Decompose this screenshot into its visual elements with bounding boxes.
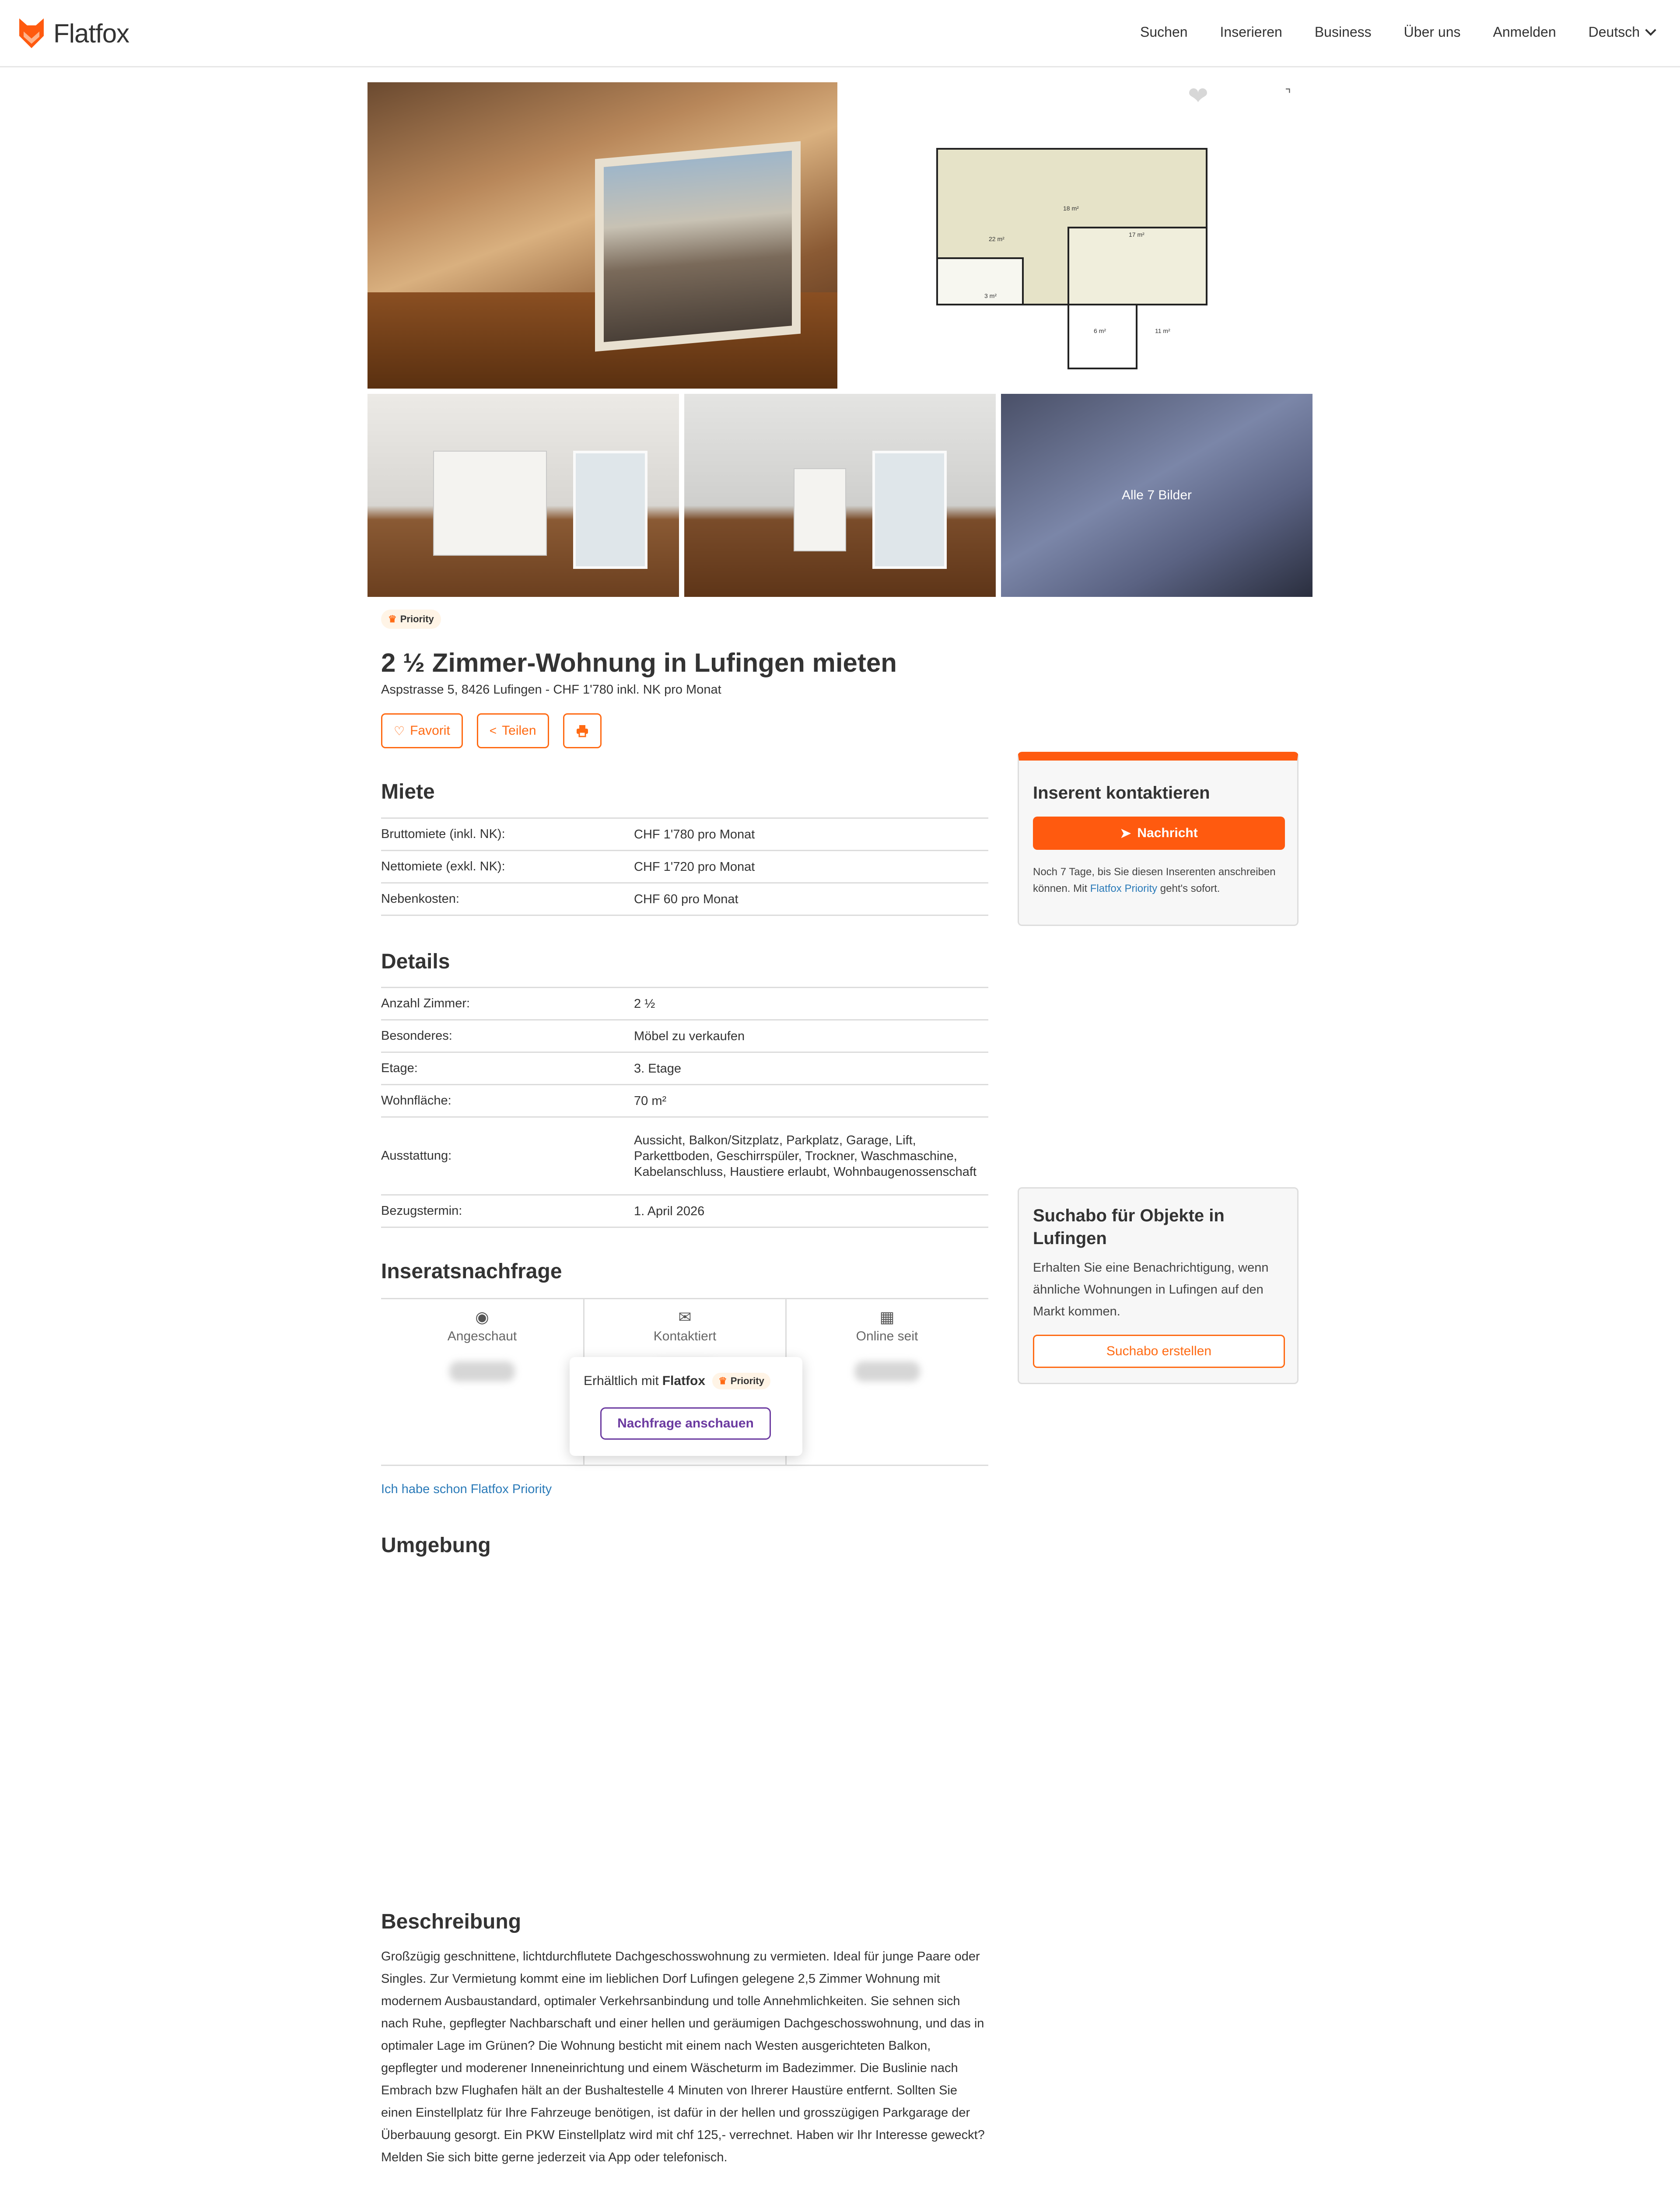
plan-bath <box>936 257 1024 305</box>
row-value: 1. April 2026 <box>634 1204 705 1218</box>
row-value: CHF 1'780 pro Monat <box>634 827 755 842</box>
thumbnail-room[interactable] <box>684 394 996 597</box>
share-label: Teilen <box>502 723 536 738</box>
nav-business[interactable]: Business <box>1314 24 1372 40</box>
send-icon: ➤ <box>1120 826 1131 841</box>
contact-card <box>1018 752 1298 926</box>
row-value: 2 ½ <box>634 996 655 1011</box>
table-row <box>381 1085 988 1118</box>
message-button[interactable] <box>1033 817 1285 850</box>
listing-title: 2 ½ Zimmer-Wohnung in Lufingen mieten <box>381 648 897 677</box>
photo-window <box>595 141 801 351</box>
stat-label: Online seit <box>856 1329 918 1343</box>
miete-title: Miete <box>381 780 435 803</box>
plan-label-1: 18 m² <box>1063 205 1079 212</box>
language-dropdown[interactable] <box>1589 24 1655 40</box>
top-header <box>0 0 1680 67</box>
listing-subtitle: Aspstrasse 5, 8426 Lufingen - CHF 1'780 inkl. NK pro Monat <box>381 683 721 697</box>
stat-value-blurred <box>854 1361 920 1382</box>
plan-label-5: 6 m² <box>1094 327 1106 334</box>
contact-note-after: geht's sofort. <box>1160 883 1220 894</box>
listing-actions <box>381 713 616 748</box>
print-icon <box>576 724 589 737</box>
row-key: Etage: <box>381 1061 418 1075</box>
favorite-button[interactable] <box>381 713 463 748</box>
suchabo-text: Erhalten Sie eine Benachrichtigung, wenn ähnliche Wohnungen in Lufingen auf den Markt kommen. <box>1033 1261 1269 1318</box>
plan-label-6: 11 m² <box>1155 327 1170 334</box>
row-value: Aussicht, Balkon/Sitzplatz, Parkplatz, Garage, Lift, Parkettboden, Geschirrspüler, Trockner, Waschmaschine, Kabelanschluss, Haustiere erlaubt, Wohnbaugenossenschaft <box>634 1133 976 1179</box>
row-value: 3. Etage <box>634 1061 682 1076</box>
plan-label-3: 22 m² <box>989 235 1004 242</box>
main-photo-living-room[interactable] <box>368 82 837 389</box>
mail-icon: ✉ <box>678 1308 692 1326</box>
chevron-down-icon <box>1645 25 1656 35</box>
priority-popover <box>570 1357 802 1456</box>
plan-storage <box>1068 304 1138 369</box>
plan-label-2: 17 m² <box>1129 231 1144 238</box>
table-row <box>381 1196 988 1228</box>
message-label: Nachricht <box>1137 826 1198 840</box>
nav-suchen[interactable]: Suchen <box>1140 24 1188 40</box>
row-key: Besonderes: <box>381 1029 452 1043</box>
photo-kitchen-unit-2 <box>794 468 846 551</box>
nav-inserieren[interactable]: Inserieren <box>1220 24 1282 40</box>
contact-title: Inserent kontaktieren <box>1033 783 1210 803</box>
heart-outline-icon: ♡ <box>394 724 405 738</box>
table-row <box>381 1020 988 1053</box>
popover-priority-badge <box>712 1373 770 1389</box>
stat-label: Kontaktiert <box>653 1329 717 1343</box>
table-row <box>381 851 988 884</box>
row-value: CHF 60 pro Monat <box>634 892 738 906</box>
table-row <box>381 988 988 1020</box>
create-search-subscription-button[interactable]: Suchabo erstellen <box>1033 1335 1285 1368</box>
plan-bedroom <box>1068 227 1208 305</box>
contact-note-before: Noch 7 Tage, bis Sie diesen Inserenten anschreiben können. Mit <box>1033 866 1276 894</box>
table-row <box>381 1118 988 1196</box>
stat-online-since <box>785 1299 987 1466</box>
photo-kitchen-unit <box>433 451 547 556</box>
photo-window-2 <box>872 451 947 569</box>
brand-name: Flatfox <box>53 18 130 48</box>
table-row <box>381 884 988 916</box>
crown-icon: ♛ <box>718 1375 727 1386</box>
umgebung-title: Umgebung <box>381 1534 491 1557</box>
row-value: CHF 1'720 pro Monat <box>634 859 755 874</box>
description-title: Beschreibung <box>381 1910 522 1933</box>
favorite-label: Favorit <box>410 723 450 738</box>
heart-icon[interactable]: ❤ <box>1188 82 1208 109</box>
floor-plan-drawing <box>936 148 1208 371</box>
popover-brand: Flatfox <box>662 1374 706 1388</box>
row-value: Möbel zu verkaufen <box>634 1029 745 1043</box>
stat-viewed <box>381 1299 583 1466</box>
row-key: Nettomiete (exkl. NK): <box>381 859 505 873</box>
details-title: Details <box>381 950 450 973</box>
fox-logo-icon <box>18 16 46 51</box>
share-button[interactable] <box>477 713 549 748</box>
eye-icon: ◉ <box>475 1308 489 1326</box>
photo-gallery <box>368 82 1312 597</box>
nav-ueber-uns[interactable]: Über uns <box>1404 24 1461 40</box>
table-row <box>381 819 988 851</box>
suchabo-title: Suchabo für Objekte in Lufingen <box>1033 1206 1225 1248</box>
thumbnail-kitchen[interactable] <box>368 394 679 597</box>
share-icon: < <box>489 724 497 737</box>
miete-table <box>381 817 988 916</box>
view-inquiry-button[interactable]: Nachfrage anschauen <box>600 1407 771 1440</box>
row-value: 70 m² <box>634 1094 667 1108</box>
popover-prefix: Erhältlich mit <box>584 1374 659 1388</box>
main-nav <box>1108 24 1655 40</box>
stat-label: Angeschaut <box>447 1329 517 1343</box>
description-text: Großzügig geschnittene, lichtdurchflutete Dachgeschosswohnung zu vermieten. Ideal für junge Paare oder Singles. Zur Vermietung kommt eine im lieblichen Dorf Lufingen gelegene 2,5 Zimmer Wohnung mit modernem Ausbaustandard, optimaler Verkehrsanbindung und tolle Annehmlichkeiten. Sie sehnen sich nach Ruhe, gepflegter Nachbarschaft und einer hellen und geräumigen Dachgeschosswohnung, und das in optimaler Lage im Grünen? Die Wohnung besticht mit einem nach Westen ausgerichteten Balkon, gepflegter und moderener Inneneinrichtung und einem Wäscheturm im Badezimmer. Die Buslinie nach Embrach bzw Flughafen hält an der Bushaltestelle 4 Minuten von Ihrerer Haustüre entfernt. Sollten Sie einen Einstellplatz für Ihre Fahrzeuge benötigen, ist dafür in der hellen und grosszügigen Parkgarage der Überbauung gesorgt. Ein PKW Einstellplatz wird mit chf 125,- verrechnet. Haben wir Ihr Interesse geweckt? Melden Sie sich bitte gerne jederzeit via App oder telefonisch. <box>381 1950 985 2164</box>
row-key: Anzahl Zimmer: <box>381 996 470 1010</box>
language-label: Deutsch <box>1588 24 1640 40</box>
contact-note <box>1033 864 1287 897</box>
all-pictures-label: Alle 7 Bilder <box>1121 488 1192 502</box>
row-key: Wohnfläche: <box>381 1094 452 1108</box>
have-priority-link[interactable]: Ich habe schon Flatfox Priority <box>381 1482 552 1496</box>
row-key: Bruttomiete (inkl. NK): <box>381 827 505 841</box>
row-key: Nebenkosten: <box>381 892 459 906</box>
priority-badge-label: Priority <box>400 614 434 624</box>
popover-badge-label: Priority <box>730 1375 764 1386</box>
flatfox-priority-link[interactable]: Flatfox Priority <box>1090 883 1158 894</box>
stat-value-blurred <box>449 1361 515 1382</box>
priority-badge <box>381 610 441 629</box>
calendar-icon: ▦ <box>879 1308 895 1326</box>
crown-icon: ♛ <box>388 614 397 624</box>
photo-balcony-door <box>573 451 648 569</box>
inquiry-title: Inseratsnachfrage <box>381 1260 562 1283</box>
details-table <box>381 987 988 1228</box>
table-row <box>381 1053 988 1085</box>
expand-icon[interactable]: ⌝ <box>1285 87 1292 102</box>
plan-label-4: 3 m² <box>984 292 997 299</box>
row-key: Ausstattung: <box>381 1149 452 1163</box>
print-button[interactable] <box>563 713 602 748</box>
search-subscription-card <box>1018 1187 1298 1384</box>
popover-text <box>584 1373 770 1389</box>
flatfox-logo[interactable] <box>18 16 129 51</box>
row-key: Bezugstermin: <box>381 1204 462 1218</box>
nav-anmelden[interactable]: Anmelden <box>1493 24 1556 40</box>
thumbnail-all-pictures[interactable] <box>1001 394 1312 597</box>
